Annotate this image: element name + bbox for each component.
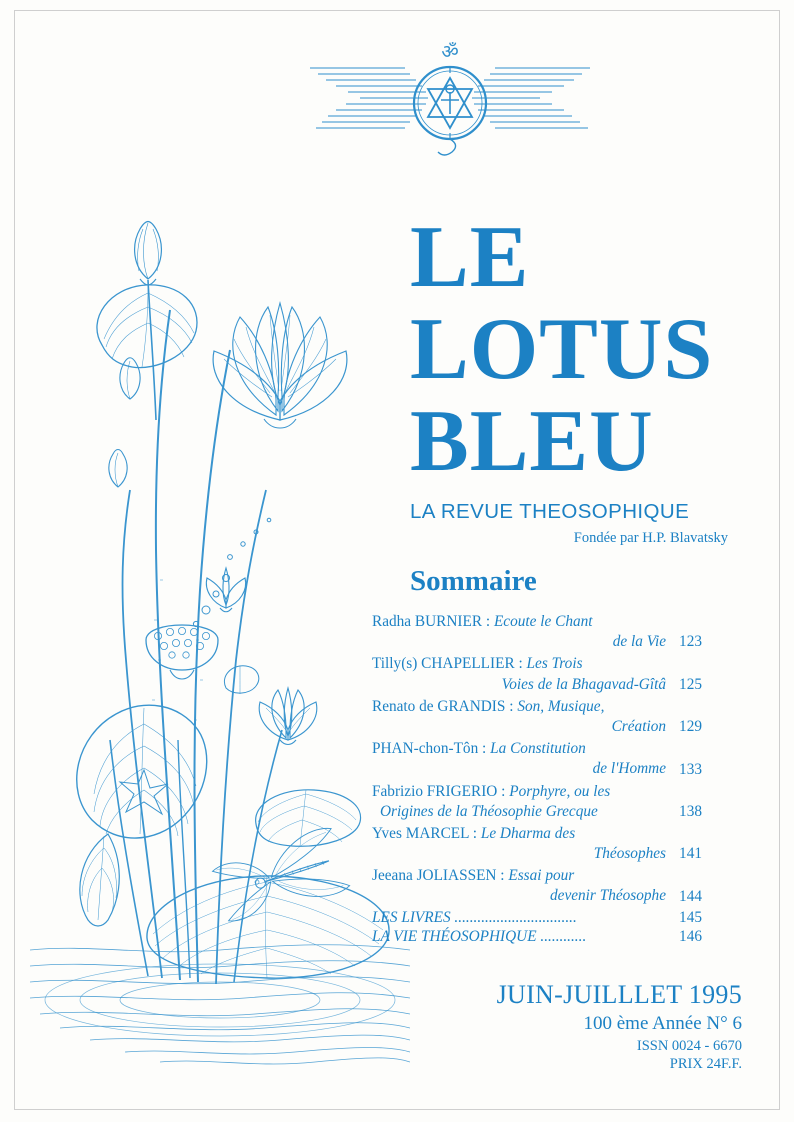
toc-title-part2: devenir Théosophe bbox=[550, 887, 666, 905]
toc-entry[interactable] bbox=[372, 697, 702, 737]
toc-title-part2: Voies de la Bhagavad-Gîtâ bbox=[501, 675, 666, 693]
toc-page-number: 133 bbox=[679, 760, 702, 778]
toc-title-part1: La Constitution bbox=[490, 740, 586, 758]
title-line-1: LE bbox=[410, 209, 530, 306]
toc-title-part1: Son, Musique, bbox=[517, 697, 605, 715]
toc-section-label: LES LIVRES ................................ bbox=[372, 908, 577, 926]
toc-author: Jeeana JOLIASSEN : bbox=[372, 867, 509, 885]
issn-number: ISSN 0024 - 6670 bbox=[636, 1038, 742, 1054]
toc-section-label: LA VIE THÉOSOPHIQUE ............ bbox=[372, 927, 587, 945]
toc-title-part2: de l'Homme bbox=[592, 760, 666, 778]
toc-title-part1: Essai pour bbox=[508, 867, 575, 885]
toc-page-number: 144 bbox=[679, 887, 702, 905]
price-label: PRIX 24F.F. bbox=[669, 1056, 742, 1072]
toc-page-number: 146 bbox=[679, 927, 702, 945]
table-of-contents bbox=[372, 612, 702, 946]
masthead bbox=[410, 209, 770, 547]
toc-entry-theosophical-life[interactable] bbox=[372, 928, 702, 946]
toc-title-part1: Les Trois bbox=[526, 655, 583, 673]
toc-page-number: 141 bbox=[679, 845, 702, 863]
toc-entry[interactable] bbox=[372, 782, 702, 822]
magazine-title bbox=[410, 209, 770, 491]
magazine-subtitle: LA REVUE THEOSOPHIQUE bbox=[410, 499, 690, 523]
toc-entry[interactable] bbox=[372, 866, 702, 906]
toc-author: Fabrizio FRIGERIO : bbox=[372, 782, 510, 800]
toc-title-part2: Origines de la Théosophie Grecque bbox=[380, 802, 598, 820]
issue-date: JUIN-JUILLLET 1995 bbox=[496, 980, 742, 1009]
issue-footer bbox=[412, 980, 742, 1073]
founder-credit: Fondée par H.P. Blavatsky bbox=[573, 529, 728, 546]
toc-title-part2: Théosophes bbox=[593, 845, 666, 863]
toc-entry[interactable] bbox=[372, 824, 702, 864]
toc-entry[interactable] bbox=[372, 612, 702, 652]
toc-author: Yves MARCEL : bbox=[372, 824, 481, 842]
toc-author: Tilly(s) CHAPELLIER : bbox=[372, 655, 527, 673]
toc-page-number: 123 bbox=[679, 633, 702, 651]
title-line-2: LOTUS bbox=[410, 301, 714, 399]
toc-author: PHAN-chon-Tôn : bbox=[372, 740, 491, 758]
toc-page-number: 145 bbox=[679, 908, 702, 926]
toc-title-part1: Ecoute le Chant bbox=[493, 613, 593, 630]
toc-page-number: 129 bbox=[679, 718, 702, 736]
toc-page-number: 125 bbox=[679, 675, 702, 693]
title-line-3: BLEU bbox=[410, 393, 654, 491]
toc-entry[interactable] bbox=[372, 654, 702, 694]
toc-entry-books[interactable] bbox=[372, 909, 702, 927]
toc-page-number: 138 bbox=[679, 802, 702, 820]
toc-author: Radha BURNIER : bbox=[372, 613, 494, 630]
toc-author: Renato de GRANDIS : bbox=[372, 697, 518, 715]
toc-title-part1: Le Dharma des bbox=[480, 824, 576, 842]
toc-entry[interactable] bbox=[372, 739, 702, 779]
lotus-illustration bbox=[30, 120, 410, 1080]
toc-title-part1: Porphyre, ou les bbox=[509, 782, 611, 800]
om-symbol: ॐ bbox=[441, 41, 459, 63]
issue-year-number: 100 ème Année N° 6 bbox=[583, 1013, 742, 1034]
toc-title-part2: de la Vie bbox=[612, 633, 666, 651]
table-of-contents-heading: Sommaire bbox=[410, 565, 537, 597]
toc-title-part2: Création bbox=[611, 717, 666, 735]
